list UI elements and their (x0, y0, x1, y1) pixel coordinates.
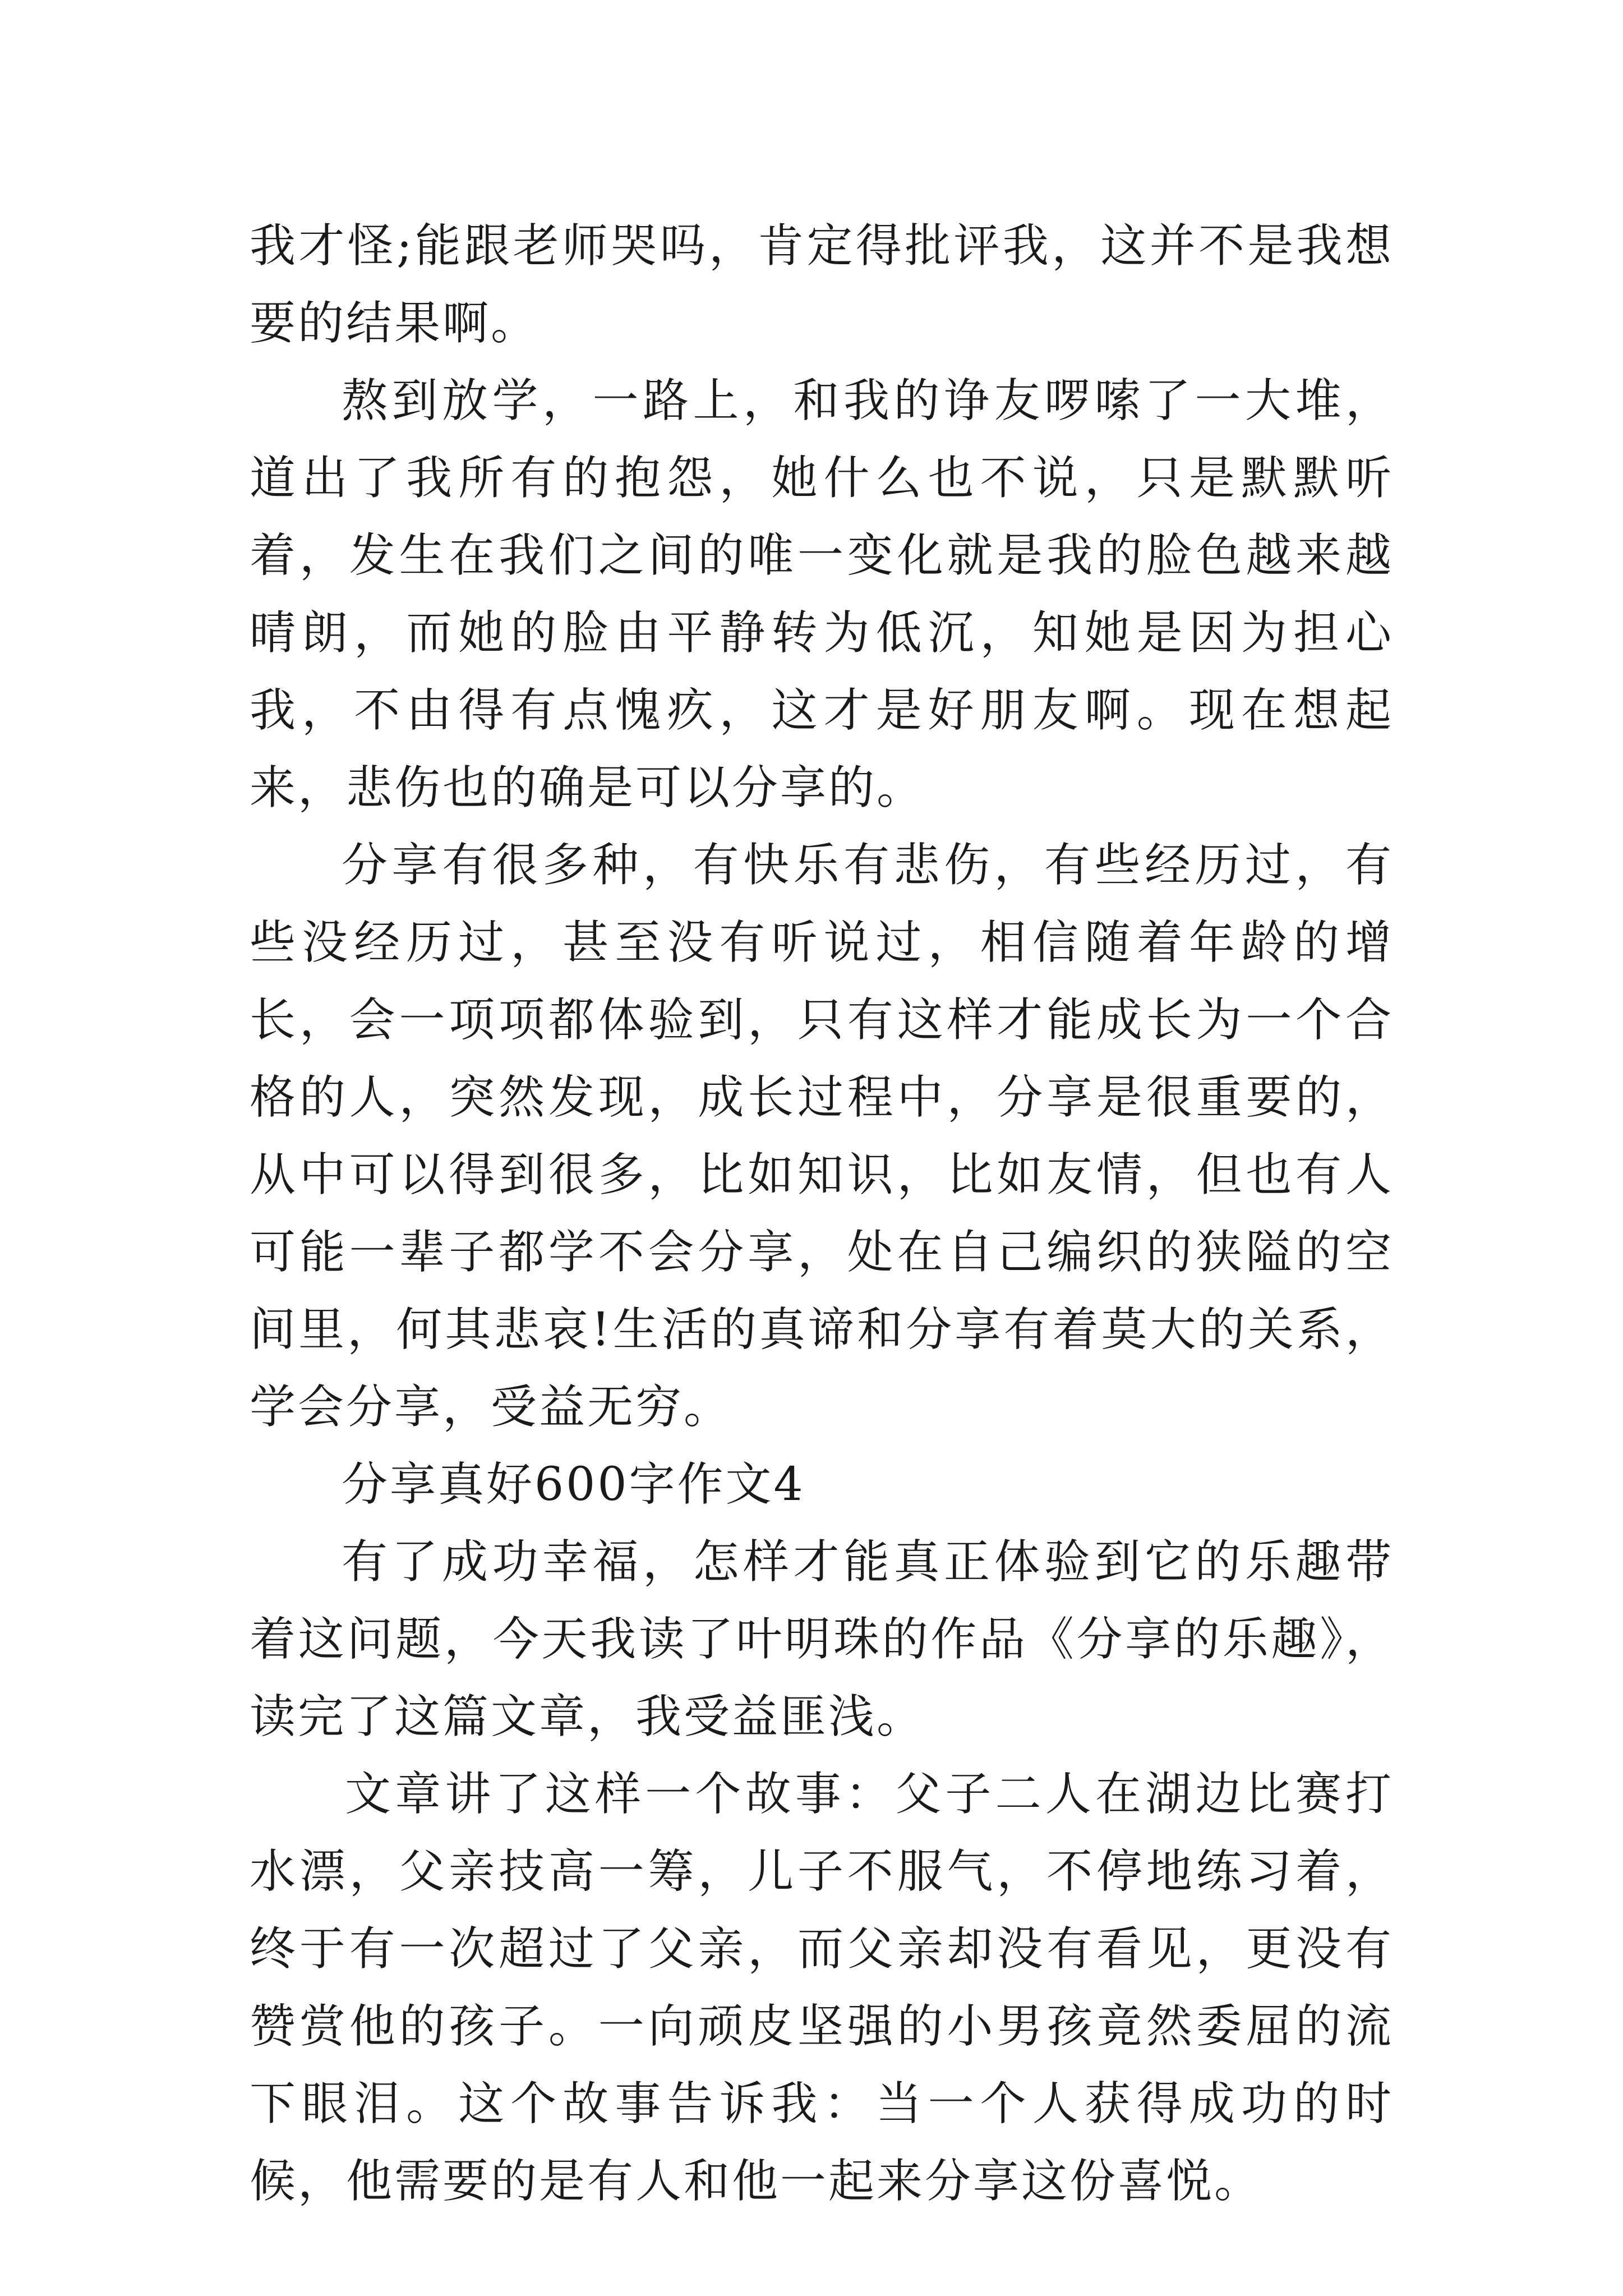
paragraph-3: 分享有很多种，有快乐有悲伤，有些经历过，有些没经历过，甚至没有听说过，相信随着年龄的增长，会一项项都体验到，只有这样才能成长为一个合格的人，突然发现，成长过程中，分享是很重要的，从中可以得到很多，比如知识，比如友情，但也有人可能一辈子都学不会分享，处在自己编织的狭隘的空间里，何其悲哀!生活的真谛和分享有着莫大的关系，学会分享，受益无穷。 (250, 839, 1394, 1434)
essay-heading: 分享真好600字作文4 (342, 1458, 805, 1511)
paragraph-1: 我才怪;能跟老师哭吗，肯定得批评我，这并不是我想要的结果啊。 (250, 219, 1394, 350)
paragraph-5: 文章讲了这样一个故事：父子二人在湖边比赛打水漂，父亲技高一筹，儿子不服气，不停地练习着，终于有一次超过了父亲，而父亲却没有看见，更没有赞赏他的孩子。一向顽皮坚强的小男孩竟然委屈的流下眼泪。这个故事告诉我：当一个人获得成功的时候，他需要的是有人和他一起来分享这份喜悦。 (250, 1768, 1394, 2208)
paragraph-4: 有了成功幸福，怎样才能真正体验到它的乐趣带着这问题，今天我读了叶明珠的作品《分享的乐趣》，读完了这篇文章，我受益匪浅。 (250, 1535, 1394, 1743)
document-body (250, 208, 1394, 2220)
paragraph-2: 熬到放学，一路上，和我的诤友啰嗦了一大堆，道出了我所有的抱怨，她什么也不说，只是默默听着，发生在我们之间的唯一变化就是我的脸色越来越晴朗，而她的脸由平静转为低沉，知她是因为担心我，不由得有点愧疚，这才是好朋友啊。现在想起来，悲伤也的确是可以分享的。 (250, 374, 1394, 815)
